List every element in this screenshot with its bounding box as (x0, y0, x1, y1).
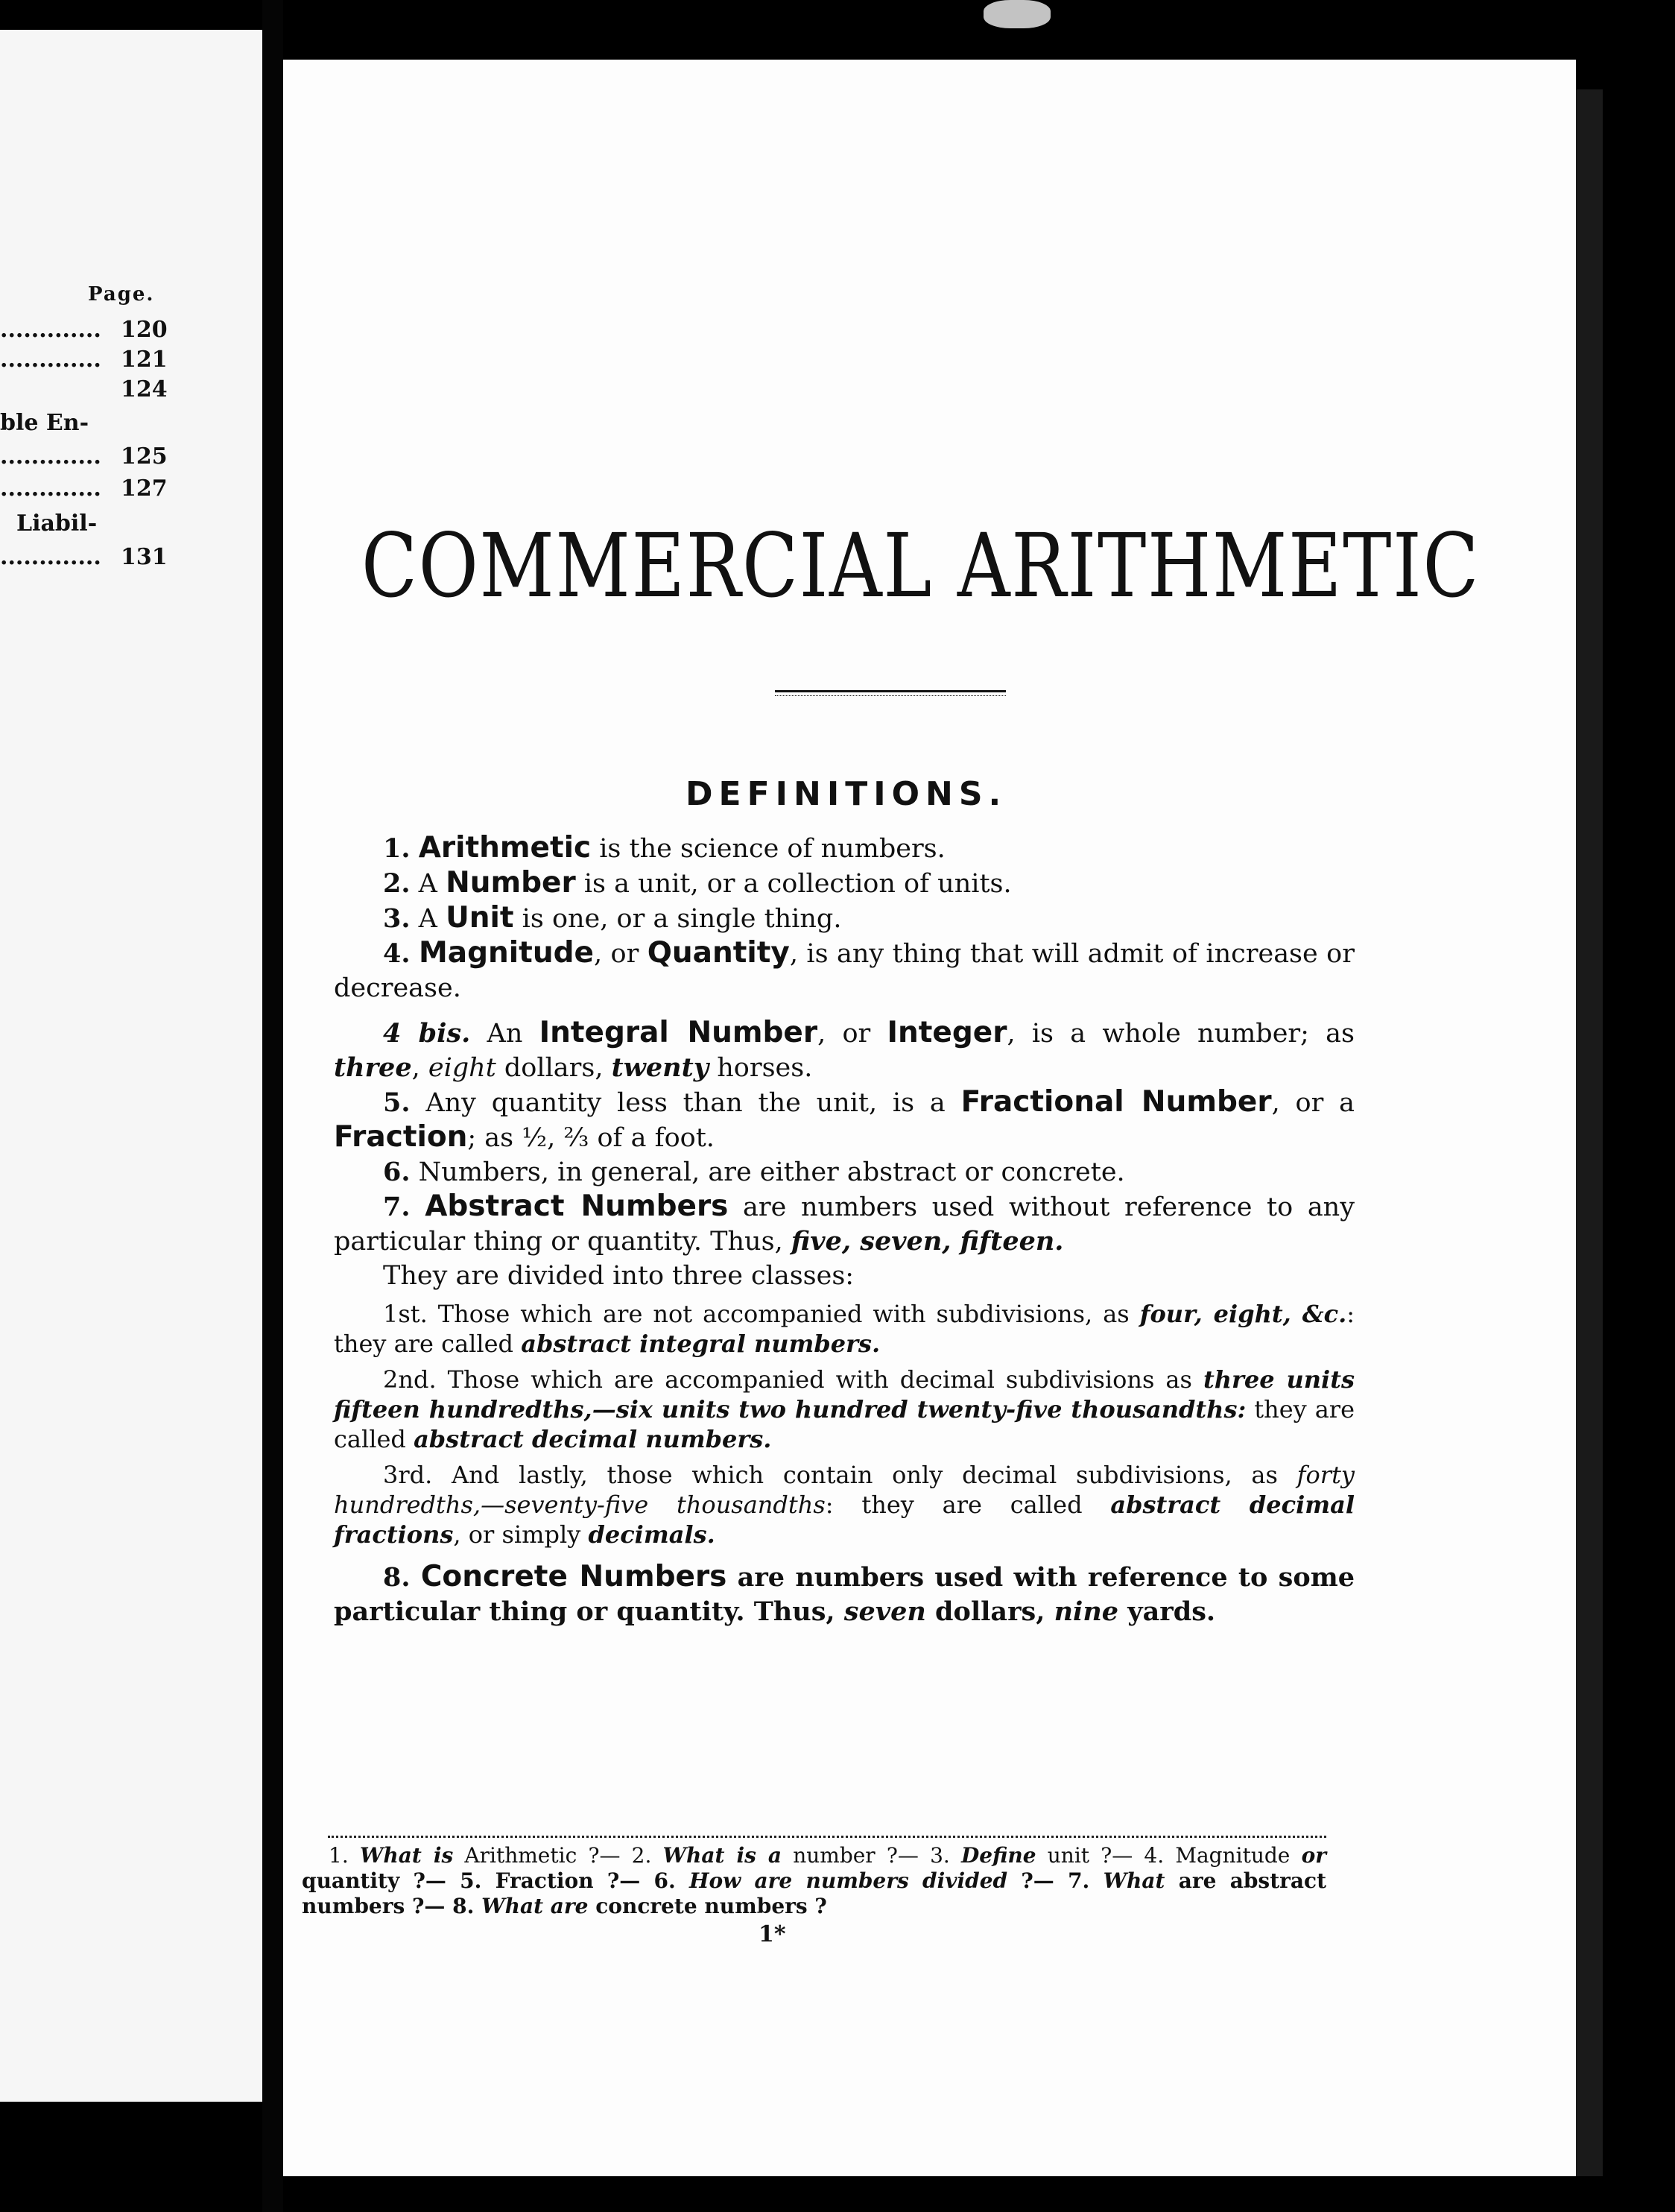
toc-row: ............. 121 (0, 347, 168, 373)
signature-mark: 1* (759, 1921, 786, 1947)
class-2: 2nd. Those which are accompanied with decimal subdivisions as three units fifteen hundredths,—six units two hundred twenty-five thousandths: they are called abstract decimal numbers. (334, 1365, 1355, 1453)
definitions-body (334, 831, 1355, 1629)
title-rule (775, 690, 1006, 696)
definition-3: 3. A Unit is one, or a single thing. (383, 901, 842, 935)
toc-page-header: Page. (88, 283, 155, 306)
definition-7: 7. Abstract Numbers are numbers used without reference to any particular thing or quantity. Thus, five, seven, fifteen. (334, 1189, 1355, 1257)
definition-6: 6. Numbers, in general, are either abstract or concrete. (383, 1157, 1125, 1187)
page-edge (1576, 89, 1603, 2176)
footnote-rule (328, 1836, 1326, 1838)
toc-row: ble En- (0, 410, 89, 436)
paper-stain (984, 0, 1051, 28)
toc-row: ............. 120 (0, 317, 168, 343)
footnote-questions: 1. What is Arithmetic ?— 2. What is a number ?— 3. Define unit ?— 4. Magnitude or quantity ?— 5. Fraction ?— 6. How are numbers divided ?— 7. What are abstract numbers ?— 8. What are concrete numbers ? (302, 1843, 1327, 1918)
definition-4-bis: 4 bis. An Integral Number, or Integer, is a whole number; as three, eight dollars, twenty horses. (334, 1016, 1355, 1083)
class-1: 1st. Those which are not accompanied with subdivisions, as four, eight, &c.: they are called abstract integral numbers. (334, 1300, 1355, 1358)
facing-page (0, 30, 262, 2102)
definition-2: 2. A Number is a unit, or a collection of units. (383, 866, 1012, 900)
definition-5: 5. Any quantity less than the unit, is a Fractional Number, or a Fraction; as ½, ⅔ of a foot. (334, 1085, 1355, 1154)
definition-1: 1. Arithmetic is the science of numbers. (383, 831, 946, 865)
toc-row: ............. 127 (0, 475, 168, 502)
toc-row: Liabil- (16, 511, 98, 537)
section-heading: DEFINITIONS. (685, 775, 1007, 813)
toc-row: 124 (121, 376, 168, 402)
definition-4: 4. Magnitude, or Quantity, is any thing that will admit of increase or decrease. (334, 936, 1355, 1003)
toc-row: ............. 125 (0, 443, 168, 470)
class-3: 3rd. And lastly, those which contain only decimal subdivisions, as forty hundredths,—seventy-five thousandths: they are called abstract decimal fractions, or simply decimals. (334, 1461, 1355, 1549)
toc-row: ............. 131 (0, 544, 168, 570)
page-title: COMMERCIAL ARITHMETIC (361, 514, 1481, 617)
definition-7-classes: They are divided into three classes: (383, 1261, 855, 1291)
definition-8: 8. Concrete Numbers are numbers used with reference to some particular thing or quantity. Thus, seven dollars, nine yards. (334, 1560, 1355, 1627)
page-gutter (262, 0, 283, 2212)
